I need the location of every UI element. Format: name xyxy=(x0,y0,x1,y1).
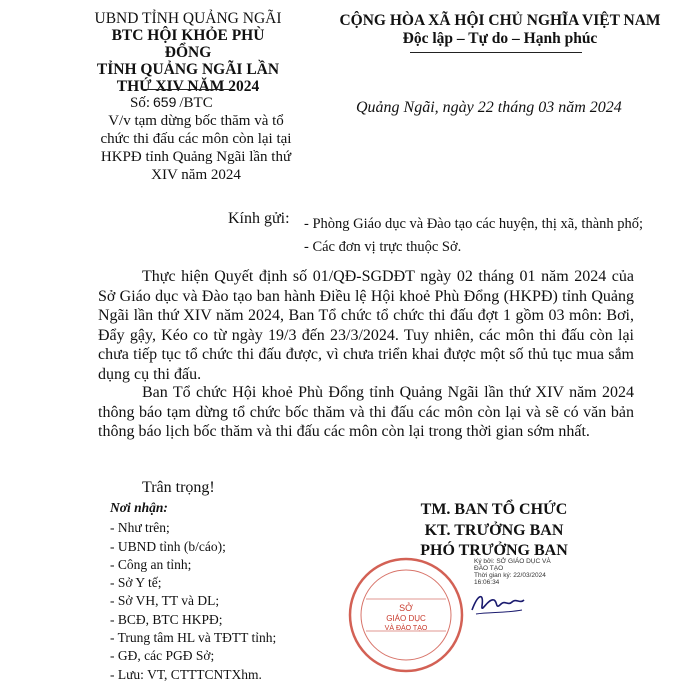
digital-sign-line: Thời gian ký: 22/03/2024 xyxy=(474,572,546,579)
digital-sign-line: ĐÀO TẠO xyxy=(474,565,504,572)
body-paragraph-1: Thực hiện Quyết định số 01/QĐ-SGDĐT ngày 02 tháng 01 năm 2024 của Sở Giáo dục và Đào tạo ban hành Điều lệ Hội khoẻ Phù Đổng (HKPĐ) tỉnh Quảng Ngãi lần thứ XIV năm 2024, Ban Tổ chức tổ chức thi đấu đợt 1 gồm 03 môn: Bơi, Đẩy gậy, Kéo co từ ngày 19/3 đến 23/3/2024. Tuy nhiên, các môn thi đấu còn lại chưa tiếp tục tổ chức thi đấu được, vì chưa triển khai được một số thủ tục mua sắm dụng cụ thi đấu. xyxy=(98,268,634,383)
distribution-item: - Như trên; xyxy=(110,520,170,536)
distribution-list xyxy=(110,499,276,684)
org-line-1: UBND TỈNH QUẢNG NGÃI xyxy=(94,10,282,27)
seal-text: VÀ ĐÀO TẠO xyxy=(384,625,428,632)
number-prefix: Số: xyxy=(130,95,151,111)
distribution-item: - Sở Y tế; xyxy=(110,575,162,591)
seal-text: SỞ xyxy=(399,603,413,613)
body-paragraph-2: Ban Tổ chức Hội khoẻ Phù Đổng tỉnh Quảng Ngãi lần thứ XIV năm 2024 thông báo tạm dừng tổ chức bốc thăm và thi đấu các môn còn lại và sẽ có văn bản thông báo lịch bốc thăm và thi đấu các môn còn lại trong thời gian sớm nhất. xyxy=(98,384,634,440)
motto-underline xyxy=(410,52,582,53)
greeting: Kính gửi: xyxy=(228,210,290,227)
closing: Trân trọng! xyxy=(142,479,215,496)
org-line-2: BTC HỘI KHỎE PHÙ ĐỔNG xyxy=(111,27,265,61)
place-date: Quảng Ngãi, ngày 22 tháng 03 năm 2024 xyxy=(356,99,622,116)
signature-line-1: TM. BAN TỔ CHỨC xyxy=(420,501,568,518)
distribution-title: Nơi nhận: xyxy=(110,500,168,515)
signature-line-2: KT. TRƯỞNG BAN xyxy=(424,521,564,539)
subject-line-3: HKPĐ tỉnh Quảng Ngãi lần thứ xyxy=(100,149,292,165)
national-motto: Độc lập – Tự do – Hạnh phúc xyxy=(402,30,598,47)
handwritten-signature-icon xyxy=(468,586,528,620)
subject-line-2: chức thi đấu các môn còn lại tại xyxy=(100,131,292,147)
org-line-3: TỈNH QUẢNG NGÃI LẦN xyxy=(96,61,280,78)
digital-sign-line: Ký bởi: SỞ GIÁO DỤC VÀ xyxy=(474,558,551,565)
number-suffix: /BTC xyxy=(179,95,213,111)
number-value: 659 xyxy=(153,94,177,110)
distribution-item: - Công an tỉnh; xyxy=(110,556,192,572)
seal-text: GIÁO DỤC xyxy=(386,614,426,623)
digital-signature-info xyxy=(474,558,551,586)
issuing-organization xyxy=(88,10,288,95)
distribution-item: - Lưu: VT, CTTTCNTXhm. xyxy=(110,666,262,682)
distribution-item: - Trung tâm HL và TĐTT tỉnh; xyxy=(110,630,277,646)
recipient-item: - Phòng Giáo dục và Đào tạo các huyện, thị xã, thành phố; xyxy=(304,216,644,232)
org-divider xyxy=(142,89,234,90)
subject-line-1: V/v tạm dừng bốc thăm và tổ xyxy=(108,113,284,129)
recipient-item: - Các đơn vị trực thuộc Sở. xyxy=(304,239,462,255)
subject-line-4: XIV năm 2024 xyxy=(151,167,241,183)
distribution-item: - BCĐ, BTC HKPĐ; xyxy=(110,611,223,627)
distribution-item: - GĐ, các PGĐ Sở; xyxy=(110,648,215,664)
org-line-4: THỨ XIV NĂM 2024 xyxy=(116,78,260,95)
distribution-item: - Sở VH, TT và DL; xyxy=(110,593,220,609)
national-title: CỘNG HÒA XÃ HỘI CHỦ NGHĨA VIỆT NAM xyxy=(339,12,661,29)
distribution-item: - UBND tỉnh (b/cáo); xyxy=(110,538,226,554)
digital-sign-line: 16:06:34 xyxy=(474,579,500,586)
signature-line-3: PHÓ TRƯỞNG BAN xyxy=(420,542,568,559)
document-number xyxy=(130,94,213,112)
subject-summary xyxy=(96,112,296,184)
national-header xyxy=(332,12,668,48)
official-seal-icon xyxy=(346,555,466,675)
signature-block xyxy=(374,500,614,562)
recipient-list xyxy=(304,213,643,259)
